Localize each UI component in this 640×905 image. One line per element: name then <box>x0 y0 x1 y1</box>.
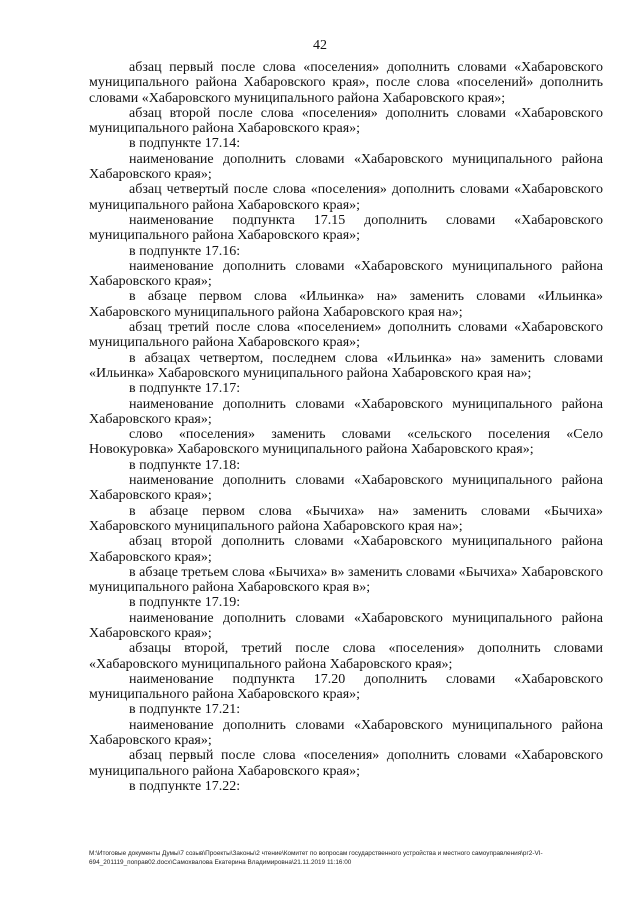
amendment-paragraph: в абзаце первом слова «Бычиха» на» заменить словами «Бычиха» Хабаровского муниципального района Хабаровского края на»; <box>89 503 603 534</box>
amendment-paragraph: наименование дополнить словами «Хабаровского муниципального района Хабаровского края»; <box>89 151 603 183</box>
amendment-paragraph: наименование дополнить словами «Хабаровского муниципального района Хабаровского края»; <box>89 258 603 290</box>
amendment-paragraph: абзац второй после слова «поселения» дополнить словами «Хабаровского муниципального района Хабаровского края»; <box>89 105 603 137</box>
amendment-paragraph: абзац первый после слова «поселения» дополнить словами «Хабаровского муниципального района Хабаровского края», после слова «поселений» дополнить словами «Хабаровского муниципального района Хабаровского края»; <box>89 60 603 106</box>
page-number: 42 <box>313 38 327 53</box>
amendment-paragraph: в абзаце третьем слова «Бычиха» в» заменить словами «Бычиха» Хабаровского муниципального района Хабаровского края в»; <box>89 564 603 596</box>
amendment-paragraph: абзац первый после слова «поселения» дополнить словами «Хабаровского муниципального района Хабаровского края»; <box>89 748 603 779</box>
subsection-heading: в подпункте 17.17: <box>129 381 241 397</box>
footer-line-1: M:\Итоговые документы Думы\7 созыв\Проекты\Законы\2 чтение\Комитет по вопросам государственного устройства и местного самоуправления\рг2-VI- <box>89 850 543 857</box>
file-path-footer <box>89 850 604 867</box>
amendment-paragraph: абзацы второй, третий после слова «поселения» дополнить словами «Хабаровского муниципального района Хабаровского края»; <box>89 641 603 672</box>
subsection-heading: в подпункте 17.18: <box>129 457 241 473</box>
subsection-heading: в подпункте 17.21: <box>129 702 241 718</box>
subsection-heading: в подпункте 17.16: <box>129 243 241 259</box>
amendment-paragraph: наименование дополнить словами «Хабаровского муниципального района Хабаровского края»; <box>89 717 603 749</box>
subsection-heading: в подпункте 17.19: <box>129 595 241 611</box>
amendment-paragraph: наименование подпункта 17.15 дополнить словами «Хабаровского муниципального района Хабаровского края»; <box>89 212 603 244</box>
amendment-paragraph: наименование подпункта 17.20 дополнить словами «Хабаровского муниципального района Хабаровского края»; <box>89 671 603 703</box>
amendment-paragraph: абзац третий после слова «поселением» дополнить словами «Хабаровского муниципального района Хабаровского края»; <box>89 320 603 351</box>
amendment-paragraph: в абзацах четвертом, последнем слова «Ильинка» на» заменить словами «Ильинка» Хабаровского муниципального района Хабаровского края на»; <box>89 350 603 381</box>
amendment-paragraph: абзац четвертый после слова «поселения» дополнить словами «Хабаровского муниципального района Хабаровского края»; <box>89 182 603 213</box>
subsection-heading: в подпункте 17.14: <box>129 136 241 152</box>
footer-line-2: 694_201119_поправ02.docx\Самохвалова Екатерина Владимировна\21.11.2019 11:16:00 <box>89 858 352 866</box>
subsection-heading: в подпункте 17.22: <box>129 778 241 794</box>
amendment-paragraph: в абзаце первом слова «Ильинка» на» заменить словами «Ильинка» Хабаровского муниципального района Хабаровского края на»; <box>89 289 603 320</box>
amendment-paragraph: наименование дополнить словами «Хабаровского муниципального района Хабаровского края»; <box>89 610 603 641</box>
amendment-paragraph: наименование дополнить словами «Хабаровского муниципального района Хабаровского края»; <box>89 396 603 427</box>
amendment-paragraph: слово «поселения» заменить словами «сельского поселения «Село Новокуровка» Хабаровского муниципального района Хабаровского края»; <box>89 427 603 458</box>
amendment-paragraph: наименование дополнить словами «Хабаровского муниципального района Хабаровского края»; <box>89 473 603 504</box>
document-body <box>89 60 603 794</box>
amendment-paragraph: абзац второй дополнить словами «Хабаровского муниципального района Хабаровского края»; <box>89 534 603 565</box>
